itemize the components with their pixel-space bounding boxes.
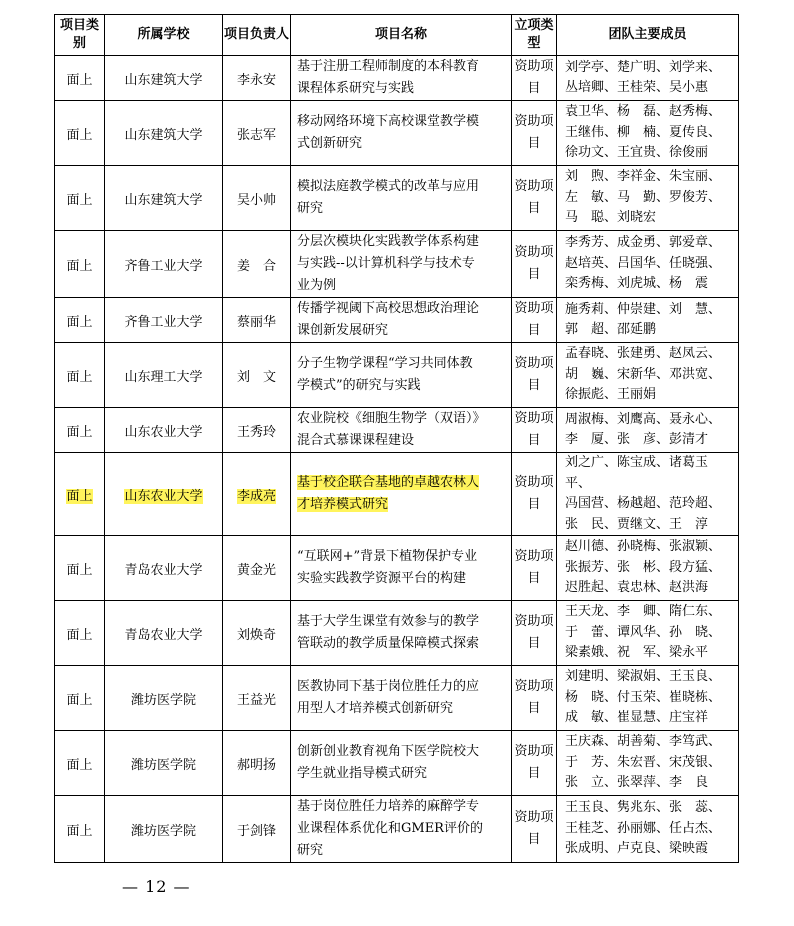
cell-project-name-line: 创新创业教育视角下医学院校大	[297, 744, 480, 759]
table-row	[55, 101, 739, 166]
cell-project-name	[291, 666, 512, 731]
cell-school	[105, 601, 223, 666]
cell-type	[55, 166, 105, 231]
cell-school	[105, 408, 223, 453]
cell-project-name-line: 农业院校《细胞生物学（双语）》	[297, 411, 486, 426]
cell-category	[512, 166, 557, 231]
cell-leader	[223, 453, 291, 536]
cell-members-line: 施秀莉、仲崇建、刘 慧、	[565, 301, 722, 317]
cell-members-line: 徐功文、王宜贵、徐俊丽	[565, 145, 709, 161]
cell-category-line: 项目	[527, 744, 554, 781]
table-row	[55, 231, 739, 298]
table-row	[55, 56, 739, 101]
table-row	[55, 731, 739, 796]
cell-project-name-line: 分层次模块化实践教学体系构建	[297, 234, 480, 249]
cell-project-name	[291, 536, 512, 601]
cell-type-text: 面上	[66, 127, 93, 143]
cell-members-line: 冯国营、杨越超、范玲超、	[565, 496, 722, 511]
cell-members	[557, 601, 739, 666]
cell-leader-text: 刘 文	[236, 369, 276, 385]
cell-members-line: 张振芳、张 彬、段方猛、	[565, 559, 722, 575]
cell-category-line: 资助	[514, 744, 541, 759]
cell-project-name-line: 分子生物学课程“学习共同体教	[297, 356, 473, 371]
cell-leader	[223, 101, 291, 166]
table-row	[55, 601, 739, 666]
table-row	[55, 453, 739, 536]
cell-project-name-line: 式创新研究	[297, 136, 363, 151]
cell-school	[105, 731, 223, 796]
cell-project-name-line: 业课程体系优化和GMER评价的	[297, 821, 483, 836]
cell-category	[512, 536, 557, 601]
cell-category	[512, 796, 557, 863]
cell-school-text: 山东农业大学	[124, 424, 203, 440]
cell-members	[557, 666, 739, 731]
cell-project-name-line: 基于岗位胜任力培养的麻醉学专	[297, 799, 480, 814]
cell-school-text: 潍坊医学院	[130, 757, 196, 773]
cell-members	[557, 298, 739, 343]
cell-type	[55, 298, 105, 343]
cell-leader	[223, 796, 291, 863]
cell-project-name-line: “互联网+”背景下植物保护专业	[297, 549, 478, 564]
header-type: 项目类别	[55, 15, 105, 56]
cell-project-name	[291, 731, 512, 796]
cell-school-text: 山东建筑大学	[124, 127, 203, 143]
cell-category-line: 资助	[514, 810, 541, 825]
cell-project-name-line: 学生就业指导模式研究	[297, 766, 428, 781]
cell-category-line: 资助	[514, 245, 541, 260]
cell-members-line: 梁素娥、祝 军、梁永平	[565, 645, 709, 661]
cell-leader	[223, 536, 291, 601]
cell-leader-text: 王秀玲	[236, 424, 276, 440]
cell-category-line: 资助	[514, 411, 541, 426]
cell-members	[557, 731, 739, 796]
cell-school-text: 山东理工大学	[124, 369, 203, 385]
cell-leader-text: 郝明扬	[236, 757, 276, 773]
cell-category-line: 资助	[514, 301, 541, 316]
cell-school	[105, 101, 223, 166]
cell-type-text: 面上	[66, 369, 93, 385]
cell-school	[105, 231, 223, 298]
cell-members	[557, 166, 739, 231]
cell-members	[557, 453, 739, 536]
cell-project-name-line: 基于校企联合基地的卓越农林人	[297, 475, 480, 490]
cell-members-line: 成 敏、崔显慧、庄宝祥	[565, 710, 709, 726]
cell-type-text: 面上	[66, 562, 93, 578]
cell-members-line: 张 立、张翠萍、李 良	[565, 775, 709, 791]
cell-project-name-line: 研究	[297, 201, 324, 216]
cell-members-line: 郭 超、邵延鹏	[565, 322, 657, 337]
cell-category-line: 项目	[527, 475, 554, 512]
cell-members-line: 栾秀梅、刘虎城、杨 震	[565, 276, 709, 292]
cell-members-line: 王玉良、隽兆东、张 蕊、	[565, 800, 722, 816]
table-header-row	[55, 15, 739, 56]
cell-school	[105, 166, 223, 231]
header-members: 团队主要成员	[557, 15, 739, 56]
cell-leader	[223, 343, 291, 408]
cell-type-text: 面上	[66, 258, 93, 274]
cell-category-line: 项目	[527, 114, 554, 151]
cell-category	[512, 101, 557, 166]
cell-project-name	[291, 796, 512, 863]
cell-project-name	[291, 56, 512, 101]
cell-project-name	[291, 601, 512, 666]
cell-school-text: 山东建筑大学	[124, 192, 203, 208]
cell-project-name-line: 学模式”的研究与实践	[297, 378, 421, 393]
cell-members-line: 周淑梅、刘鹰高、聂永心、	[565, 411, 722, 427]
cell-project-name-line: 模拟法庭教学模式的改革与应用	[297, 179, 480, 194]
cell-project-name-line: 业为例	[297, 278, 337, 293]
cell-category-line: 资助	[514, 114, 541, 129]
cell-members-line: 赵培英、吕国华、任晓强、	[565, 255, 722, 271]
table-row	[55, 666, 739, 731]
cell-members-line: 王继伟、柳 楠、夏传良、	[565, 124, 722, 140]
cell-category-line: 资助	[514, 614, 541, 629]
cell-school-text: 山东农业大学	[124, 488, 203, 504]
cell-type	[55, 56, 105, 101]
cell-type-text: 面上	[66, 692, 93, 708]
table-row	[55, 166, 739, 231]
project-table	[54, 14, 739, 863]
cell-school	[105, 56, 223, 101]
cell-school-text: 齐鲁工业大学	[124, 258, 203, 274]
cell-project-name	[291, 453, 512, 536]
cell-type	[55, 666, 105, 731]
cell-members	[557, 408, 739, 453]
cell-leader-text: 刘焕奇	[236, 627, 276, 643]
cell-project-name-line: 管联动的教学质量保障模式探索	[297, 636, 480, 651]
cell-type	[55, 796, 105, 863]
header-name: 项目名称	[291, 15, 512, 56]
cell-category-line: 项目	[527, 679, 554, 716]
cell-leader	[223, 166, 291, 231]
cell-category-line: 项目	[527, 179, 554, 216]
cell-type	[55, 408, 105, 453]
cell-members	[557, 101, 739, 166]
cell-category	[512, 666, 557, 731]
cell-project-name-line: 研究	[297, 843, 324, 858]
cell-project-name-line: 实验实践教学资源平台的构建	[297, 571, 467, 586]
cell-project-name-line: 用型人才培养模式创新研究	[297, 701, 454, 716]
cell-members-line: 王桂芝、孙丽娜、任占杰、	[565, 820, 722, 836]
cell-members	[557, 796, 739, 863]
cell-category-line: 项目	[527, 549, 554, 586]
cell-type-text: 面上	[66, 823, 93, 839]
cell-leader-text: 黄金光	[236, 562, 276, 578]
cell-project-name-line: 医教协同下基于岗位胜任力的应	[297, 679, 480, 694]
cell-project-name	[291, 166, 512, 231]
cell-school	[105, 453, 223, 536]
cell-type-text: 面上	[66, 627, 93, 643]
cell-category-line: 项目	[527, 245, 554, 282]
cell-members-line: 迟胜起、袁忠林、赵洪海	[565, 580, 709, 596]
cell-members-line: 于 蕾、谭风华、孙 晓、	[565, 624, 722, 640]
cell-school-text: 山东建筑大学	[124, 72, 203, 88]
table-row	[55, 408, 739, 453]
cell-school-text: 潍坊医学院	[130, 692, 196, 708]
cell-school-text: 潍坊医学院	[130, 823, 196, 839]
cell-members-line: 刘建明、梁淑娟、王玉良、	[565, 669, 722, 685]
cell-members-line: 孟春晓、张建勇、赵凤云、	[565, 346, 722, 362]
cell-type	[55, 453, 105, 536]
cell-type-text: 面上	[66, 72, 93, 88]
cell-type-text: 面上	[66, 757, 93, 773]
cell-project-name-line: 混合式慕课课程建设	[297, 433, 415, 448]
cell-members-line: 刘之广、陈宝成、诸葛玉平、	[565, 455, 709, 491]
table-row	[55, 536, 739, 601]
cell-members	[557, 56, 739, 101]
cell-members	[557, 231, 739, 298]
cell-type-text: 面上	[66, 314, 93, 330]
cell-type-text: 面上	[66, 488, 93, 504]
cell-category-line: 项目	[527, 301, 554, 338]
cell-category-line: 资助	[514, 179, 541, 194]
cell-type-text: 面上	[66, 424, 93, 440]
cell-project-name-line: 课程体系研究与实践	[297, 81, 415, 96]
cell-project-name-line: 课创新发展研究	[297, 323, 389, 338]
cell-category-line: 资助	[514, 549, 541, 564]
cell-project-name-line: 基于大学生课堂有效参与的教学	[297, 614, 480, 629]
cell-category-line: 项目	[527, 614, 554, 651]
cell-project-name-line: 与实践--以计算机科学与技术专	[297, 256, 475, 271]
cell-project-name	[291, 408, 512, 453]
cell-members-line: 李秀芳、成金勇、郭爱章、	[565, 235, 722, 251]
cell-school	[105, 536, 223, 601]
cell-category-line: 项目	[527, 810, 554, 847]
cell-school	[105, 666, 223, 731]
cell-category-line: 资助	[514, 475, 541, 490]
header-school: 所属学校	[105, 15, 223, 56]
cell-school	[105, 343, 223, 408]
cell-leader	[223, 408, 291, 453]
cell-category	[512, 453, 557, 536]
table-row	[55, 796, 739, 863]
cell-members-line: 王天龙、李 卿、隋仁东、	[565, 604, 722, 620]
cell-leader	[223, 601, 291, 666]
cell-type-text: 面上	[66, 192, 93, 208]
cell-members-line: 刘 煦、李祥金、朱宝丽、	[565, 169, 722, 185]
cell-members-line: 张成明、卢克良、梁映霞	[565, 841, 709, 857]
cell-category	[512, 601, 557, 666]
cell-members	[557, 536, 739, 601]
cell-leader	[223, 231, 291, 298]
cell-leader-text: 张志军	[236, 127, 276, 143]
cell-project-name-line: 传播学视阈下高校思想政治理论	[297, 301, 480, 316]
cell-leader-text: 李成亮	[236, 488, 276, 504]
cell-members-line: 张 民、贾继文、王 淳	[565, 516, 709, 532]
cell-members-line: 杨 晓、付玉荣、崔晓栋、	[565, 689, 722, 705]
header-leader: 项目负责人	[223, 15, 291, 56]
cell-category	[512, 408, 557, 453]
table-row	[55, 298, 739, 343]
cell-category	[512, 731, 557, 796]
cell-category	[512, 298, 557, 343]
cell-leader	[223, 731, 291, 796]
cell-school-text: 齐鲁工业大学	[124, 314, 203, 330]
cell-members	[557, 343, 739, 408]
cell-members-line: 胡 巍、宋新华、邓洪宽、	[565, 366, 722, 382]
cell-members-line: 王庆森、胡善菊、李笃武、	[565, 734, 722, 750]
cell-category-line: 项目	[527, 411, 554, 448]
cell-type	[55, 343, 105, 408]
cell-project-name-line: 基于注册工程师制度的本科教育	[297, 59, 480, 74]
cell-project-name	[291, 343, 512, 408]
cell-type	[55, 601, 105, 666]
cell-project-name	[291, 101, 512, 166]
cell-project-name-line: 才培养模式研究	[297, 497, 389, 512]
cell-leader-text: 王益光	[236, 692, 276, 708]
cell-school	[105, 796, 223, 863]
page-number: — 12 —	[122, 877, 191, 896]
cell-leader-text: 蔡丽华	[236, 314, 276, 330]
header-category: 立项类型	[512, 15, 557, 56]
cell-project-name	[291, 298, 512, 343]
cell-members-line: 李 厦、张 彦、彭清才	[565, 432, 709, 447]
cell-members-line: 袁卫华、杨 磊、赵秀梅、	[565, 104, 722, 120]
cell-category-line: 项目	[527, 356, 554, 393]
cell-category-line: 项目	[527, 59, 554, 96]
cell-leader-text: 吴小帅	[236, 192, 276, 208]
cell-school-text: 青岛农业大学	[124, 627, 203, 643]
cell-type	[55, 536, 105, 601]
cell-category-line: 资助	[514, 356, 541, 371]
cell-leader	[223, 666, 291, 731]
cell-leader-text: 于剑锋	[236, 823, 276, 839]
cell-members-line: 丛培卿、王桂荣、吴小惠	[565, 80, 709, 95]
cell-members-line: 左 敏、马 勤、罗俊芳、	[565, 189, 722, 205]
cell-school	[105, 298, 223, 343]
cell-project-name-line: 移动网络环境下高校课堂教学模	[297, 114, 480, 129]
cell-members-line: 赵川德、孙晓梅、张淑颖、	[565, 539, 722, 555]
cell-category	[512, 343, 557, 408]
cell-type	[55, 731, 105, 796]
cell-type	[55, 231, 105, 298]
cell-category	[512, 56, 557, 101]
cell-project-name	[291, 231, 512, 298]
cell-category-line: 资助	[514, 59, 541, 74]
cell-category-line: 资助	[514, 679, 541, 694]
cell-type	[55, 101, 105, 166]
cell-leader	[223, 298, 291, 343]
cell-leader	[223, 56, 291, 101]
cell-members-line: 刘学亭、楚广明、刘学来、	[565, 59, 722, 75]
table-row	[55, 343, 739, 408]
cell-leader-text: 李永安	[236, 72, 276, 88]
cell-leader-text: 姜 合	[236, 258, 276, 274]
cell-members-line: 马 聪、刘晓宏	[565, 210, 657, 226]
cell-members-line: 徐振彪、王丽娟	[565, 387, 657, 403]
cell-members-line: 于 芳、朱宏晋、宋茂银、	[565, 754, 722, 770]
cell-category	[512, 231, 557, 298]
cell-school-text: 青岛农业大学	[124, 562, 203, 578]
